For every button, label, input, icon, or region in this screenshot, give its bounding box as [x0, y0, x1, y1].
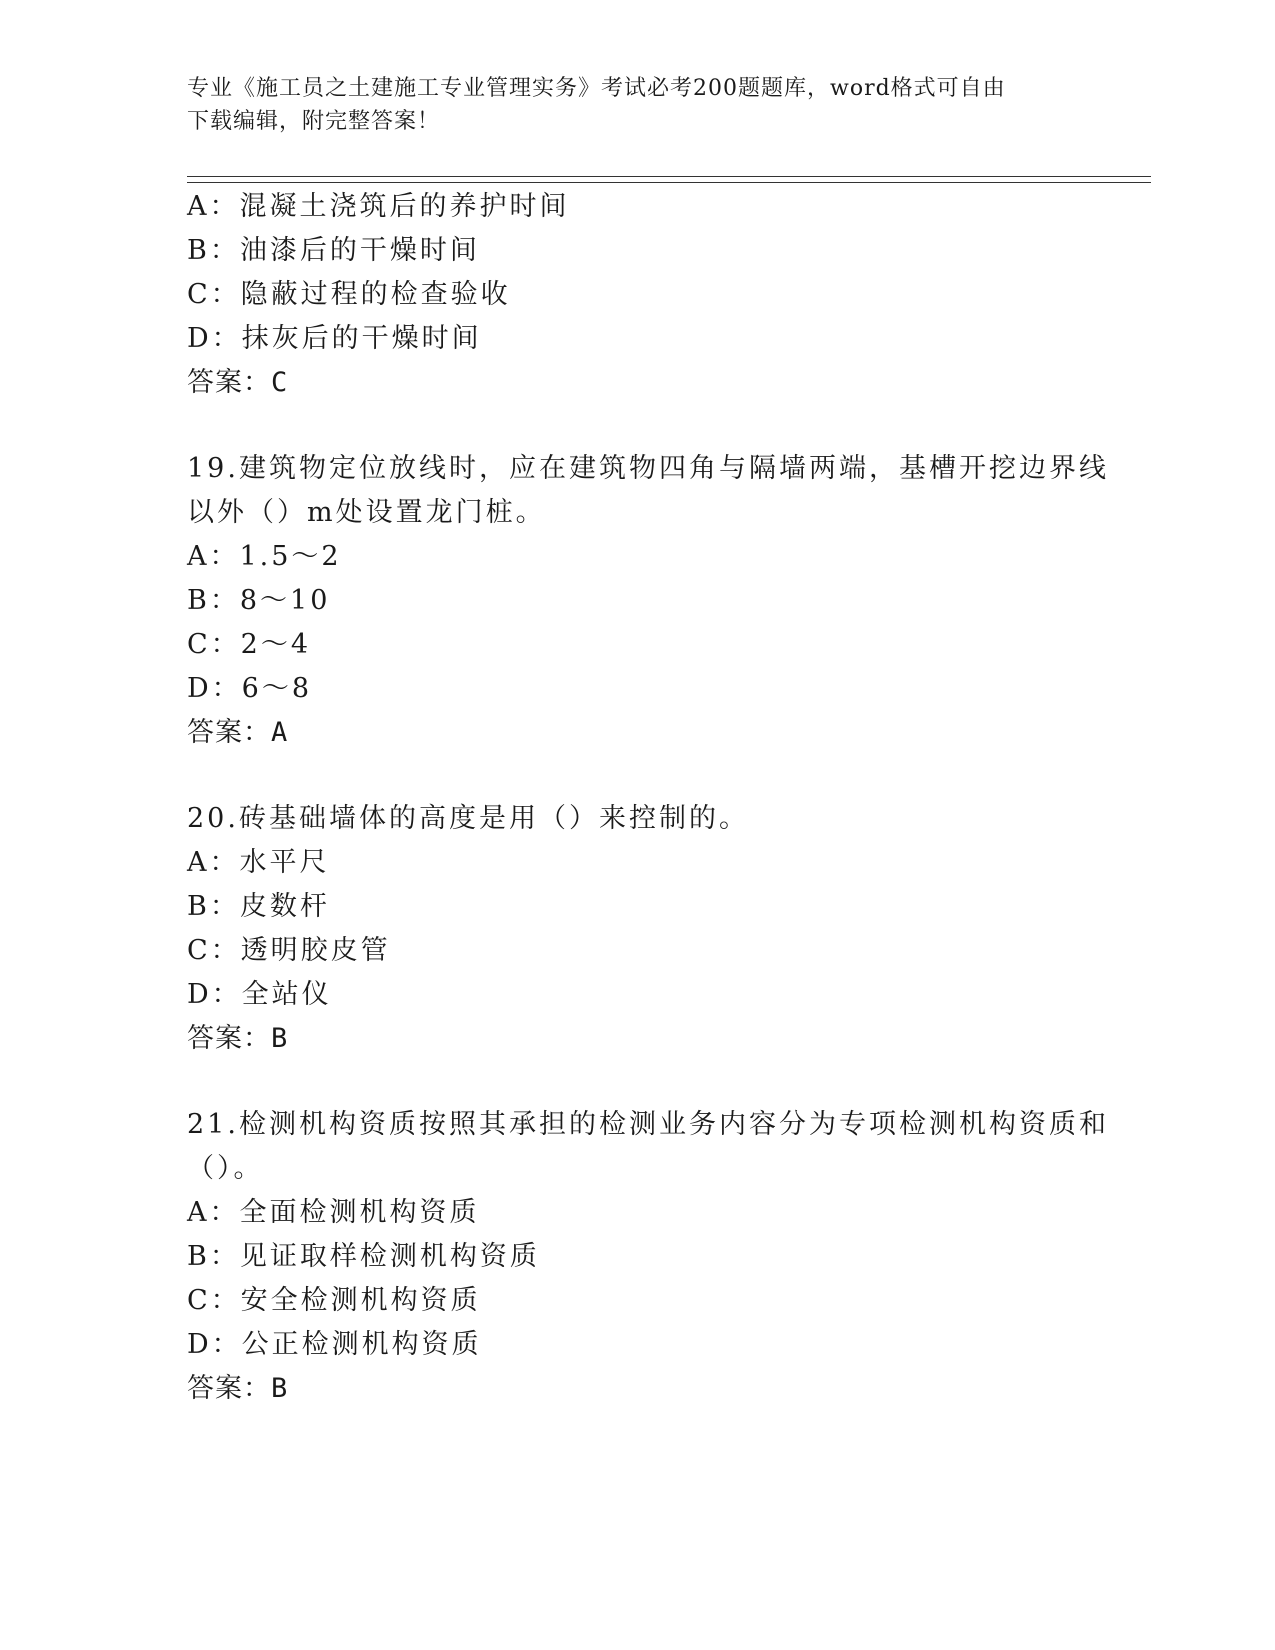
document-header	[187, 72, 1067, 138]
answer-value: B	[271, 1023, 289, 1054]
q19-option-b: B：8～10	[187, 585, 331, 616]
q20-option-a: A：水平尺	[187, 847, 330, 878]
q18-option-c: C：隐蔽过程的检查验收	[187, 279, 511, 310]
header-divider-bottom	[187, 182, 1151, 183]
q19-stem-line-1: 19.建筑物定位放线时，应在建筑物四角与隔墙两端，基槽开挖边界线	[187, 453, 1109, 484]
header-divider-top	[187, 176, 1151, 177]
q21-option-a: A：全面检测机构资质	[187, 1197, 480, 1228]
q20-option-b: B：皮数杆	[187, 891, 330, 922]
answer-value: C	[271, 367, 289, 398]
q20-option-c: C：透明胶皮管	[187, 935, 391, 966]
q19-stem-line-2: 以外（）m处设置龙门桩。	[187, 497, 546, 528]
q19-option-c: C：2～4	[187, 629, 312, 660]
q21-answer	[187, 1372, 288, 1406]
answer-value: B	[271, 1373, 289, 1404]
answer-label: 答案：	[187, 367, 271, 398]
answer-label: 答案：	[187, 1373, 271, 1404]
q20-answer	[187, 1022, 288, 1056]
q19-answer	[187, 716, 288, 750]
q19-option-d: D：6～8	[187, 673, 313, 704]
q18-option-d: D：抹灰后的干燥时间	[187, 323, 482, 354]
q20-option-d: D：全站仪	[187, 979, 332, 1010]
header-line-1: 专业《施工员之土建施工专业管理实务》考试必考200题题库，word格式可自由	[187, 76, 1006, 101]
q21-stem-line-2: （）。	[187, 1153, 264, 1184]
q21-option-c: C：安全检测机构资质	[187, 1285, 481, 1316]
answer-label: 答案：	[187, 717, 271, 748]
answer-value: A	[271, 717, 289, 748]
q20-stem-line-1: 20.砖基础墙体的高度是用（）来控制的。	[187, 803, 749, 834]
answer-label: 答案：	[187, 1023, 271, 1054]
q18-option-b: B：油漆后的干燥时间	[187, 235, 480, 266]
q19-option-a: A：1.5～2	[187, 541, 342, 572]
q21-stem-line-1: 21.检测机构资质按照其承担的检测业务内容分为专项检测机构资质和	[187, 1109, 1109, 1140]
q21-option-b: B：见证取样检测机构资质	[187, 1241, 540, 1272]
q18-answer	[187, 366, 288, 400]
q18-option-a: A：混凝土浇筑后的养护时间	[187, 191, 570, 222]
header-line-2: 下载编辑，附完整答案！	[187, 109, 441, 134]
q21-option-d: D：公正检测机构资质	[187, 1329, 482, 1360]
